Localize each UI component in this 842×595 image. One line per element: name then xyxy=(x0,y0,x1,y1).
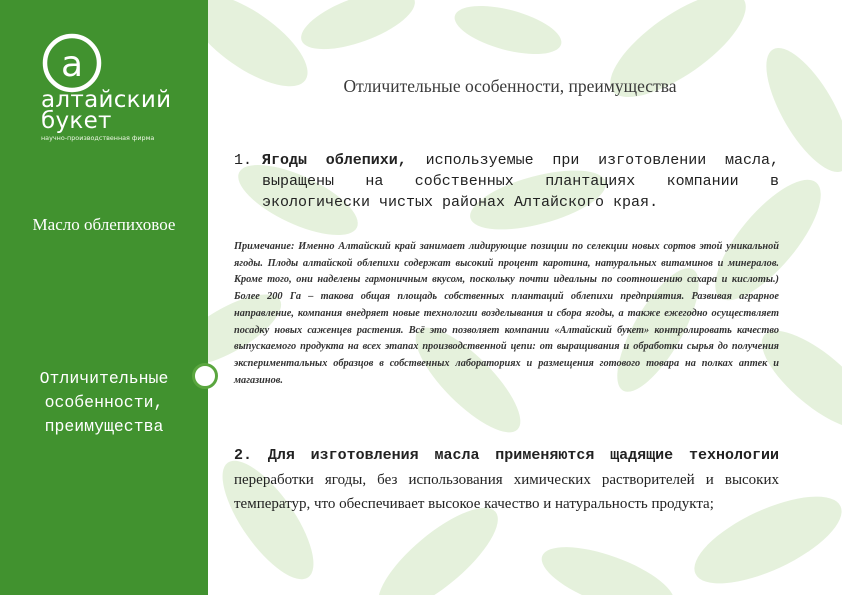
brand-name-line1: алтайский xyxy=(41,87,172,113)
logo-letter: a xyxy=(60,44,84,85)
item-1-lead: Ягоды облепихи, xyxy=(262,152,407,169)
brand-name xyxy=(41,87,201,134)
item-1-number: 1. xyxy=(234,152,253,169)
item-1-body: используемые при изготовлении масла, выращены на собственных плантациях компании в экологически чистых районах Алтайского края. xyxy=(262,152,779,211)
item-2-lead: 2. Для изготовления масла применяются щадящие технологии xyxy=(234,447,779,464)
item-2-body: переработки ягоды, без использования химических растворителей и высоких температур, что обеспечивает высокое качество и натуральность продукта; xyxy=(234,472,779,512)
page-title: Отличительные особенности, преимущества xyxy=(343,76,677,96)
brand-name-line2: букет xyxy=(41,108,112,134)
note-paragraph: Примечание: Именно Алтайский край занимает лидирующие позиции по селекции новых сортов этой уникальной ягоды. Плоды алтайской облепихи содержат высокий процент каротина, натуральных витаминов и минералов. Кроме того, они наделены гармоничным вкусом, поскольку почти идеальны по соотношению сахара и кислоты.) Более 200 Га – такова общая площадь собственных плантаций облепихи предприятия. Развивая аграрное направление, компания внедряет новые технологии возделывания и сбора ягоды, а также ежегодно осуществляет посадку новых саженцев растения. Всё это позволяет компании «Алтайский букет» контролировать качество выпускаемого продукта на всех этапах производственной цепи: от выращивания и обработки сырья до получения экспериментальных образцов в собственных лабораториях и размещения готового товара на полках аптек и магазинов. xyxy=(234,241,779,386)
item-1-text xyxy=(262,150,779,213)
advantage-item-2 xyxy=(234,443,779,516)
product-name: Масло облепиховое xyxy=(32,215,176,234)
brand-tagline: научно-производственная фирма xyxy=(41,134,155,142)
advantage-item-1 xyxy=(234,150,779,213)
section-label: Отличительные особенности, преимущества xyxy=(39,369,169,436)
sidebar xyxy=(0,0,208,595)
brand-logo-icon xyxy=(42,33,102,93)
